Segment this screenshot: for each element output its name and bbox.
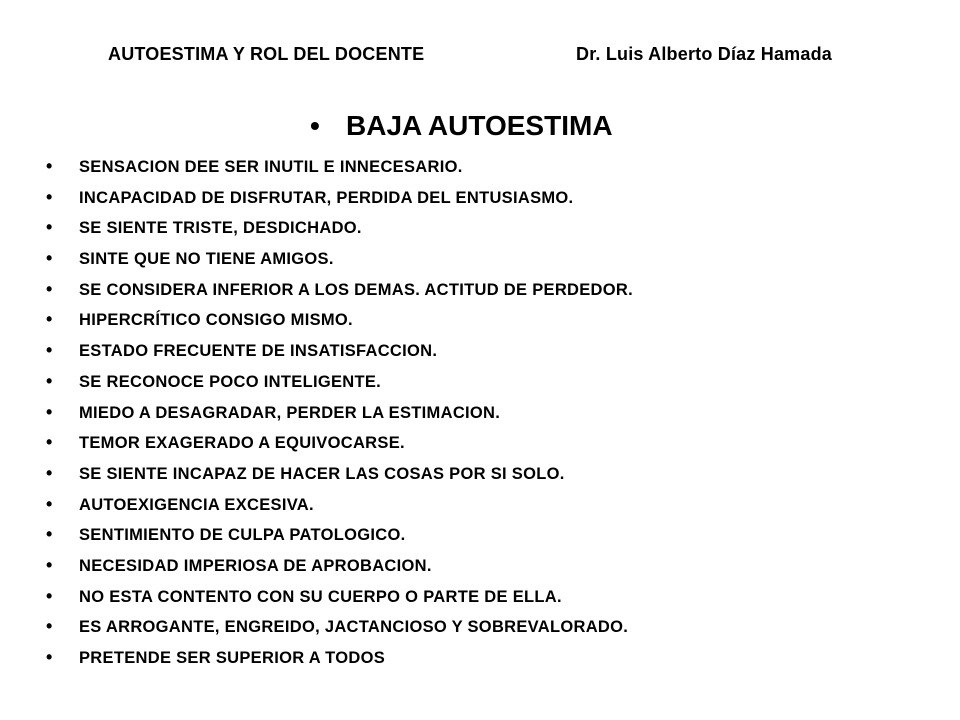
list-item-text: SE SIENTE TRISTE, DESDICHADO. [79,219,362,238]
bullet-dot: • [46,616,53,637]
bullet-list [46,151,633,673]
bullet-dot: • [46,248,53,269]
list-item-text: SENSACION DEE SER INUTIL E INNECESARIO. [79,158,463,176]
list-item [46,366,633,397]
bullet-dot: • [46,309,53,330]
list-item-text: AUTOEXIGENCIA EXCESIVA. [79,495,314,514]
list-item [46,243,633,274]
bullet-dot: • [46,524,53,545]
list-item [46,151,633,182]
list-item-text: HIPERCRÍTICO CONSIGO MISMO. [79,311,353,330]
list-item [46,550,633,581]
list-item-text: MIEDO A DESAGRADAR, PERDER LA ESTIMACION. [79,403,501,422]
bullet-dot: • [46,186,53,207]
list-item-text: SENTIMIENTO DE CULPA PATOLOGICO. [79,526,406,545]
list-item [46,489,633,520]
bullet-dot: • [46,370,53,391]
list-item-text: SE SIENTE INCAPAZ DE HACER LAS COSAS POR SI SOLO. [79,464,565,483]
slide-title [310,110,613,150]
list-item [46,335,633,366]
list-item-text: NO ESTA CONTENTO CON SU CUERPO O PARTE DE ELLA. [79,587,562,606]
bullet-dot: • [46,554,53,575]
list-item-text: PRETENDE SER SUPERIOR A TODOS [79,649,386,667]
list-item-text: ESTADO FRECUENTE DE INSATISFACCION. [79,342,438,361]
list-item [46,458,633,489]
bullet-dot: • [46,340,53,361]
list-item [46,397,633,428]
list-item-text: INCAPACIDAD DE DISFRUTAR, PERDIDA DEL ENTUSIASMO. [79,188,574,207]
list-item [46,427,633,458]
list-item-text: SE CONSIDERA INFERIOR A LOS DEMAS. ACTITUD DE PERDEDOR. [79,280,634,299]
bullet-dot: • [46,585,53,606]
list-item [46,274,633,305]
title-text: BAJA AUTOESTIMA [346,110,613,141]
bullet-dot: • [46,217,53,238]
bullet-dot: • [46,462,53,483]
list-item [46,611,633,642]
list-item [46,581,633,612]
slide-header [0,44,960,74]
header-author: Dr. Luis Alberto Díaz Hamada [576,44,832,64]
bullet-dot: • [46,278,53,299]
bullet-dot: • [46,401,53,422]
list-item-text: NECESIDAD IMPERIOSA DE APROBACION. [79,556,432,575]
list-item [46,642,633,673]
list-item [46,212,633,243]
bullet-dot: • [46,432,53,453]
bullet-dot: • [46,647,53,667]
list-item-text: SINTE QUE NO TIENE AMIGOS. [79,250,334,269]
list-item-text: SE RECONOCE POCO INTELIGENTE. [79,372,382,391]
title-bullet: • [310,110,320,141]
bullet-dot: • [46,156,53,176]
header-title: AUTOESTIMA Y ROL DEL DOCENTE [108,44,425,64]
bullet-dot: • [46,493,53,514]
list-item [46,304,633,335]
list-item [46,519,633,550]
list-item-text: TEMOR EXAGERADO A EQUIVOCARSE. [79,434,405,453]
list-item [46,182,633,213]
list-item-text: ES ARROGANTE, ENGREIDO, JACTANCIOSO Y SOBREVALORADO. [79,618,629,637]
